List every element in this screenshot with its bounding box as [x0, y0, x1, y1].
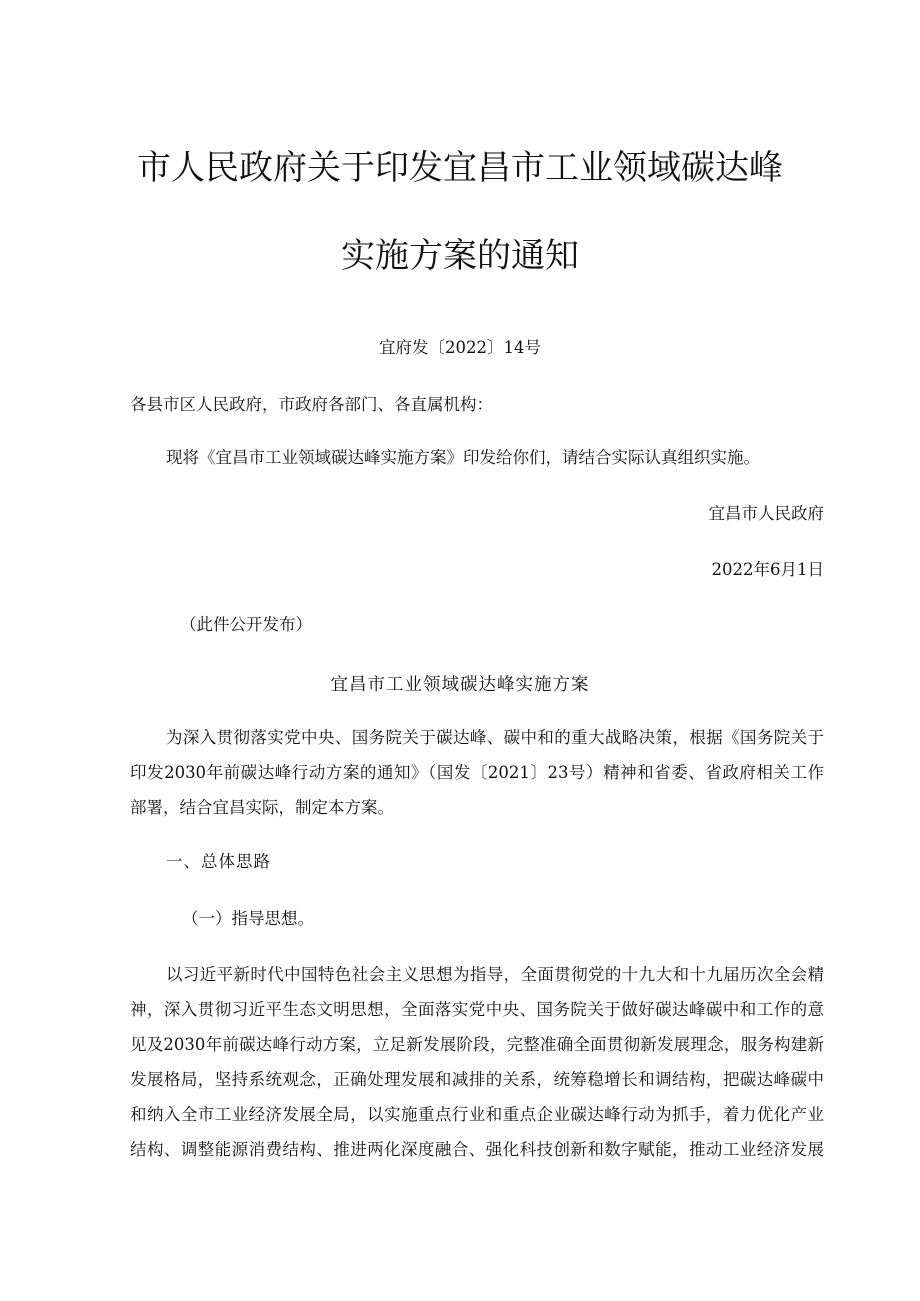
document-title-line-1: 市人民政府关于印发宜昌市工业领域碳达峰	[137, 148, 783, 188]
addressee: 各县市区人民政府，市政府各部门、各直属机构：	[130, 395, 493, 414]
plan-title: 宜昌市工业领域碳达峰实施方案	[330, 675, 590, 695]
issuing-authority: 宜昌市人民政府	[708, 504, 824, 523]
intro-line: 部署，结合宜昌实际，制定本方案。	[130, 798, 394, 817]
guiding-line: 结构、调整能源消费结构、推进两化深度融合、强化科技创新和数字赋能，推动工业经济发展	[130, 1140, 824, 1159]
intro-line: 印发2030年前碳达峰行动方案的通知》（国发〔2021〕23号）精神和省委、省政府相关工作	[130, 763, 824, 782]
guiding-paragraph	[130, 957, 824, 1167]
publication-note: （此件公开发布）	[180, 615, 312, 634]
intro-line: 为深入贯彻落实党中央、国务院关于碳达峰、碳中和的重大战略决策，根据《国务院关于	[166, 728, 824, 747]
intro-paragraph	[130, 720, 824, 825]
section-heading: 一、总体思路	[166, 852, 271, 871]
document-number: 宜府发〔2022〕14号	[379, 338, 541, 357]
guiding-line: 和纳入全市工业经济发展全局，以实施重点行业和重点企业碳达峰行动为抓手，着力优化产业	[130, 1105, 824, 1124]
document-title-line-2: 实施方案的通知	[341, 236, 579, 276]
issue-date: 2022年6月1日	[711, 560, 824, 579]
guiding-line: 神，深入贯彻习近平生态文明思想，全面落实党中央、国务院关于做好碳达峰碳中和工作的意	[130, 1000, 824, 1019]
guiding-line: 发展格局，坚持系统观念，正确处理发展和减排的关系，统筹稳增长和调结构，把碳达峰碳中	[130, 1070, 824, 1089]
notice-body: 现将《宜昌市工业领域碳达峰实施方案》印发给你们，请结合实际认真组织实施。	[166, 448, 760, 467]
guiding-line: 见及2030年前碳达峰行动方案，立足新发展阶段，完整准确全面贯彻新发展理念，服务构建新	[130, 1035, 824, 1054]
subsection-heading: （一）指导思想。	[182, 909, 314, 928]
guiding-line: 以习近平新时代中国特色社会主义思想为指导，全面贯彻党的十九大和十九届历次全会精	[166, 965, 824, 984]
